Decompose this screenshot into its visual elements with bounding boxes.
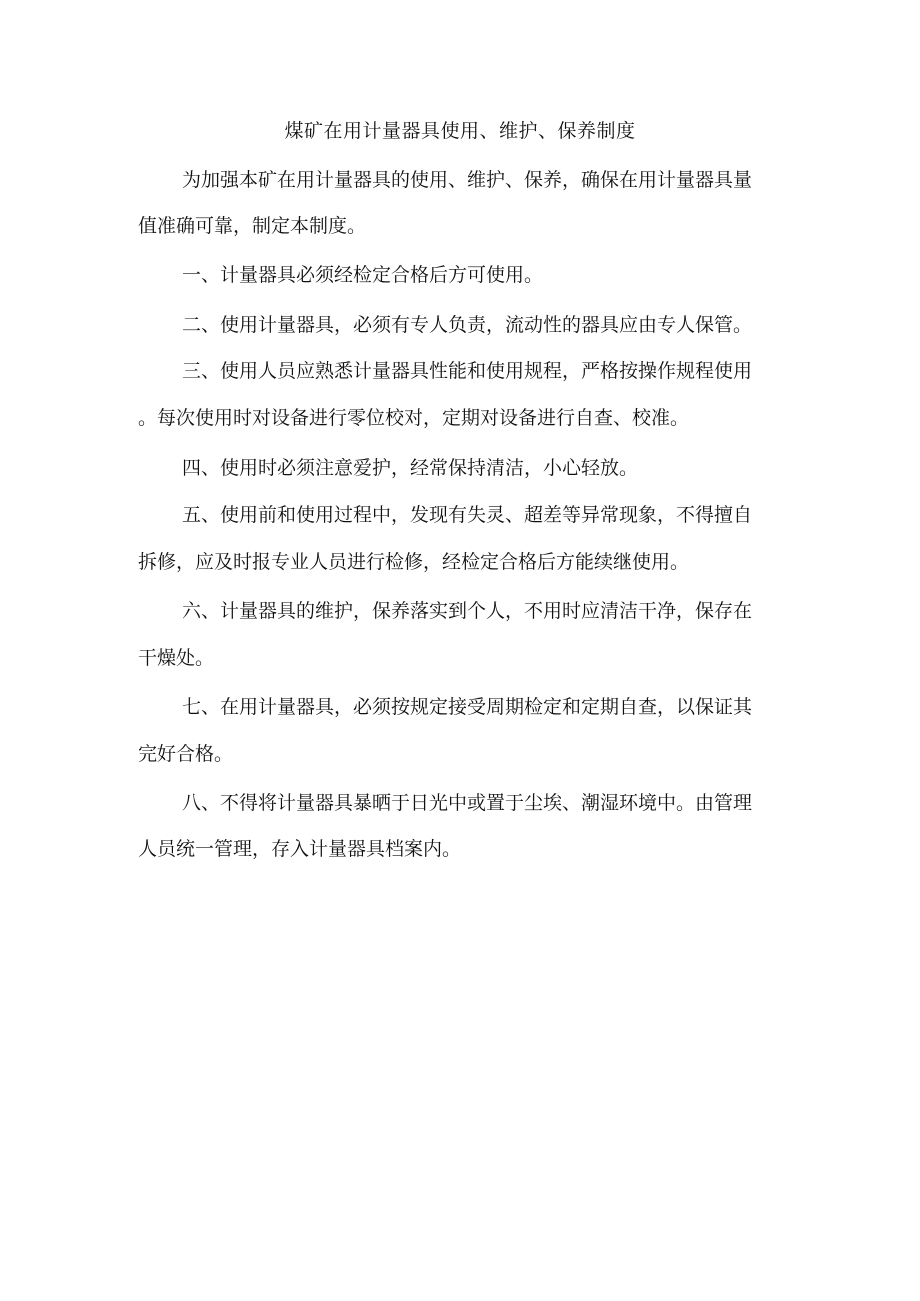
item-5-line-1: 五、使用前和使用过程中，发现有失灵、超差等异常现象，不得擅自 bbox=[182, 504, 753, 526]
item-3-line-2: 。每次使用时对设备进行零位校对，定期对设备进行自查、校准。 bbox=[138, 407, 690, 429]
item-8-line-1: 八、不得将计量器具暴晒于日光中或置于尘埃、潮湿环境中。由管理 bbox=[182, 792, 753, 814]
item-6-line-2: 干燥处。 bbox=[138, 647, 215, 669]
item-8-line-2: 人员统一管理，存入计量器具档案内。 bbox=[138, 838, 462, 860]
item-7-line-2: 完好合格。 bbox=[138, 743, 234, 765]
intro-line-1: 为加强本矿在用计量器具的使用、维护、保养，确保在用计量器具量 bbox=[182, 169, 753, 191]
document-title: 煤矿在用计量器具使用、维护、保养制度 bbox=[284, 120, 636, 142]
item-1-line-1: 一、计量器具必须经检定合格后方可使用。 bbox=[182, 264, 544, 286]
item-2-line-1: 二、使用计量器具，必须有专人负责，流动性的器具应由专人保管。 bbox=[182, 314, 753, 336]
item-5-line-2: 拆修，应及时报专业人员进行检修，经检定合格后方能续继使用。 bbox=[138, 551, 690, 573]
item-6-line-1: 六、计量器具的维护，保养落实到个人，不用时应清洁干净，保存在 bbox=[182, 600, 753, 622]
item-3-line-1: 三、使用人员应熟悉计量器具性能和使用规程，严格按操作规程使用 bbox=[182, 360, 753, 382]
intro-line-2: 值准确可靠，制定本制度。 bbox=[138, 215, 367, 237]
item-4-line-1: 四、使用时必须注意爱护，经常保持清洁，小心轻放。 bbox=[182, 457, 639, 479]
item-7-line-1: 七、在用计量器具，必须按规定接受周期检定和定期自查，以保证其 bbox=[182, 696, 753, 718]
